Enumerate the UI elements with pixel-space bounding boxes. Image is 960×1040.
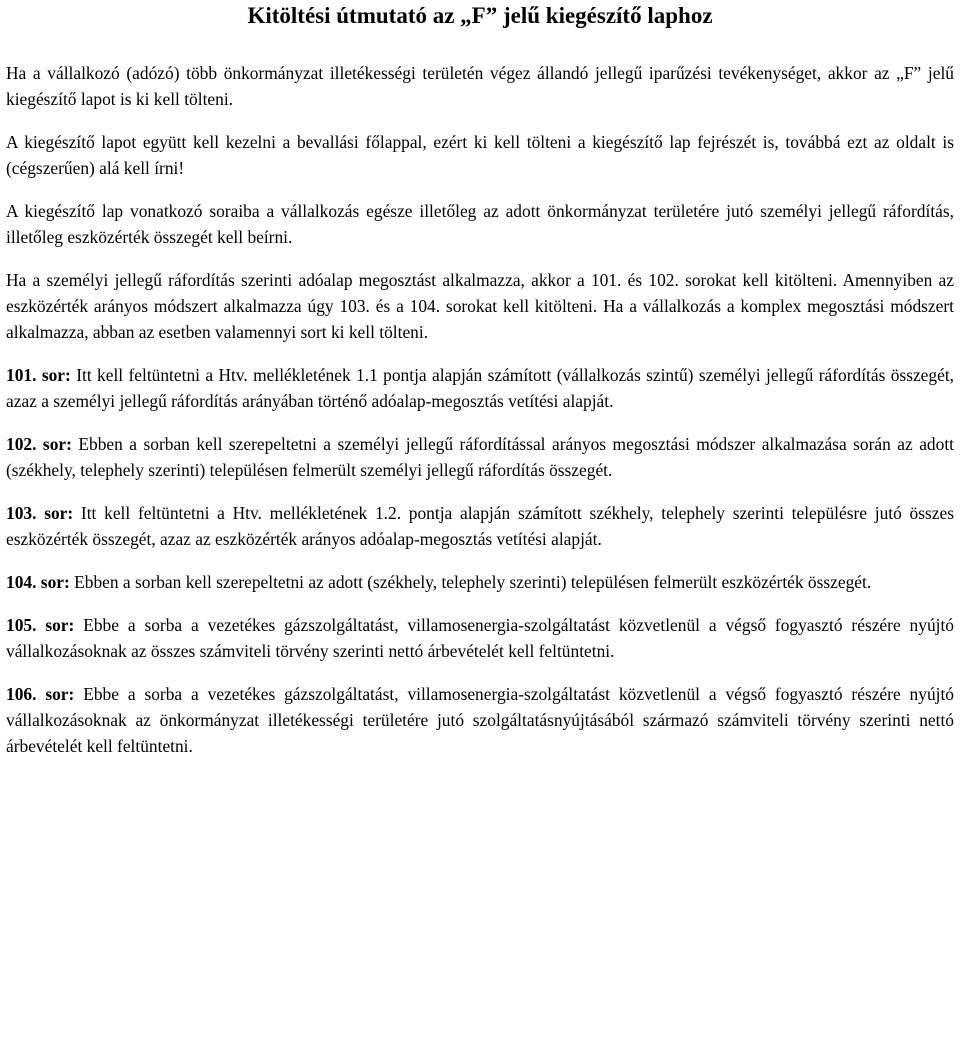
row-104-paragraph: [6, 569, 954, 595]
row-description: Ebben a sorban kell szerepeltetni az adott (székhely, telephely szerinti) településen felmerült eszközérték összegét.: [74, 572, 872, 592]
row-label: sor:: [41, 365, 71, 385]
page-title: Kitöltési útmutató az „F” jelű kiegészítő laphoz: [247, 3, 713, 28]
row-number: 106.: [6, 684, 37, 704]
row-103-paragraph: [6, 500, 954, 552]
row-description: Ebbe a sorba a vezetékes gázszolgáltatást, villamosenergia-szolgáltatást közvetlenül a végső fogyasztó részére nyújtó vállalkozásoknak az önkormányzat illetékességi területére jutó szolgáltatásnyújtásából származó számviteli törvény szerinti nettó árbevételét kell feltüntetni.: [6, 684, 954, 756]
row-number: 105.: [6, 615, 37, 635]
row-label: sor:: [45, 684, 75, 704]
row-label: sor:: [42, 434, 72, 454]
row-description: Itt kell feltüntetni a Htv. mellékletének 1.1 pontja alapján számított (vállalkozás szintű) személyi jellegű ráfordítás összegét, azaz a személyi jellegű ráfordítás arányában történő adóalap-megosztás vetítési alapját.: [6, 365, 954, 411]
row-105-paragraph: [6, 612, 954, 664]
intro-paragraph-4: Ha a személyi jellegű ráfordítás szerinti adóalap megosztást alkalmazza, akkor a 101. és 102. sorokat kell kitölteni. Amennyiben az eszközérték arányos módszert alkalmazza úgy 103. és a 104. sorokat kell kitölteni. Ha a vállalkozás a komplex megosztási módszert alkalmazza, abban az esetben valamennyi sort ki kell tölteni.: [6, 270, 954, 342]
row-description: Ebbe a sorba a vezetékes gázszolgáltatást, villamosenergia-szolgáltatást közvetlenül a végső fogyasztó részére nyújtó vállalkozásoknak az összes számviteli törvény szerinti nettó árbevételét kell feltüntetni.: [6, 615, 954, 661]
row-number: 101.: [6, 365, 37, 385]
row-number: 103.: [6, 503, 37, 523]
row-description: Itt kell feltüntetni a Htv. mellékletének 1.2. pontja alapján számított székhely, telephely szerinti településre jutó összes eszközérték összegét, azaz az eszközérték arányos adóalap-megosztás vetítési alapját.: [6, 503, 954, 549]
row-label: sor:: [44, 503, 74, 523]
row-106-paragraph: [6, 681, 954, 759]
row-number: 102.: [6, 434, 37, 454]
row-102-paragraph: [6, 431, 954, 483]
row-description: Ebben a sorban kell szerepeltetni a személyi jellegű ráfordítással arányos megosztási módszer alkalmazása során az adott (székhely, telephely szerinti) településen felmerült személyi jellegű ráfordítás összegét.: [6, 434, 954, 480]
intro-paragraph-1: Ha a vállalkozó (adózó) több önkormányzat illetékességi területén végez állandó jellegű iparűzési tevékenységet, akkor az „F” jelű kiegészítő lapot is ki kell tölteni.: [6, 63, 954, 109]
row-number: 104.: [6, 572, 37, 592]
row-101-paragraph: [6, 362, 954, 414]
row-label: sor:: [45, 615, 75, 635]
row-label: sor:: [40, 572, 70, 592]
intro-paragraph-2: A kiegészítő lapot együtt kell kezelni a bevallási főlappal, ezért ki kell tölteni a kiegészítő lap fejrészét is, továbbá ezt az oldalt is (cégszerűen) alá kell írni!: [6, 132, 954, 178]
intro-paragraph-3: A kiegészítő lap vonatkozó soraiba a vállalkozás egésze illetőleg az adott önkormányzat területére jutó személyi jellegű ráfordítás, illetőleg eszközérték összegét kell beírni.: [6, 201, 954, 247]
